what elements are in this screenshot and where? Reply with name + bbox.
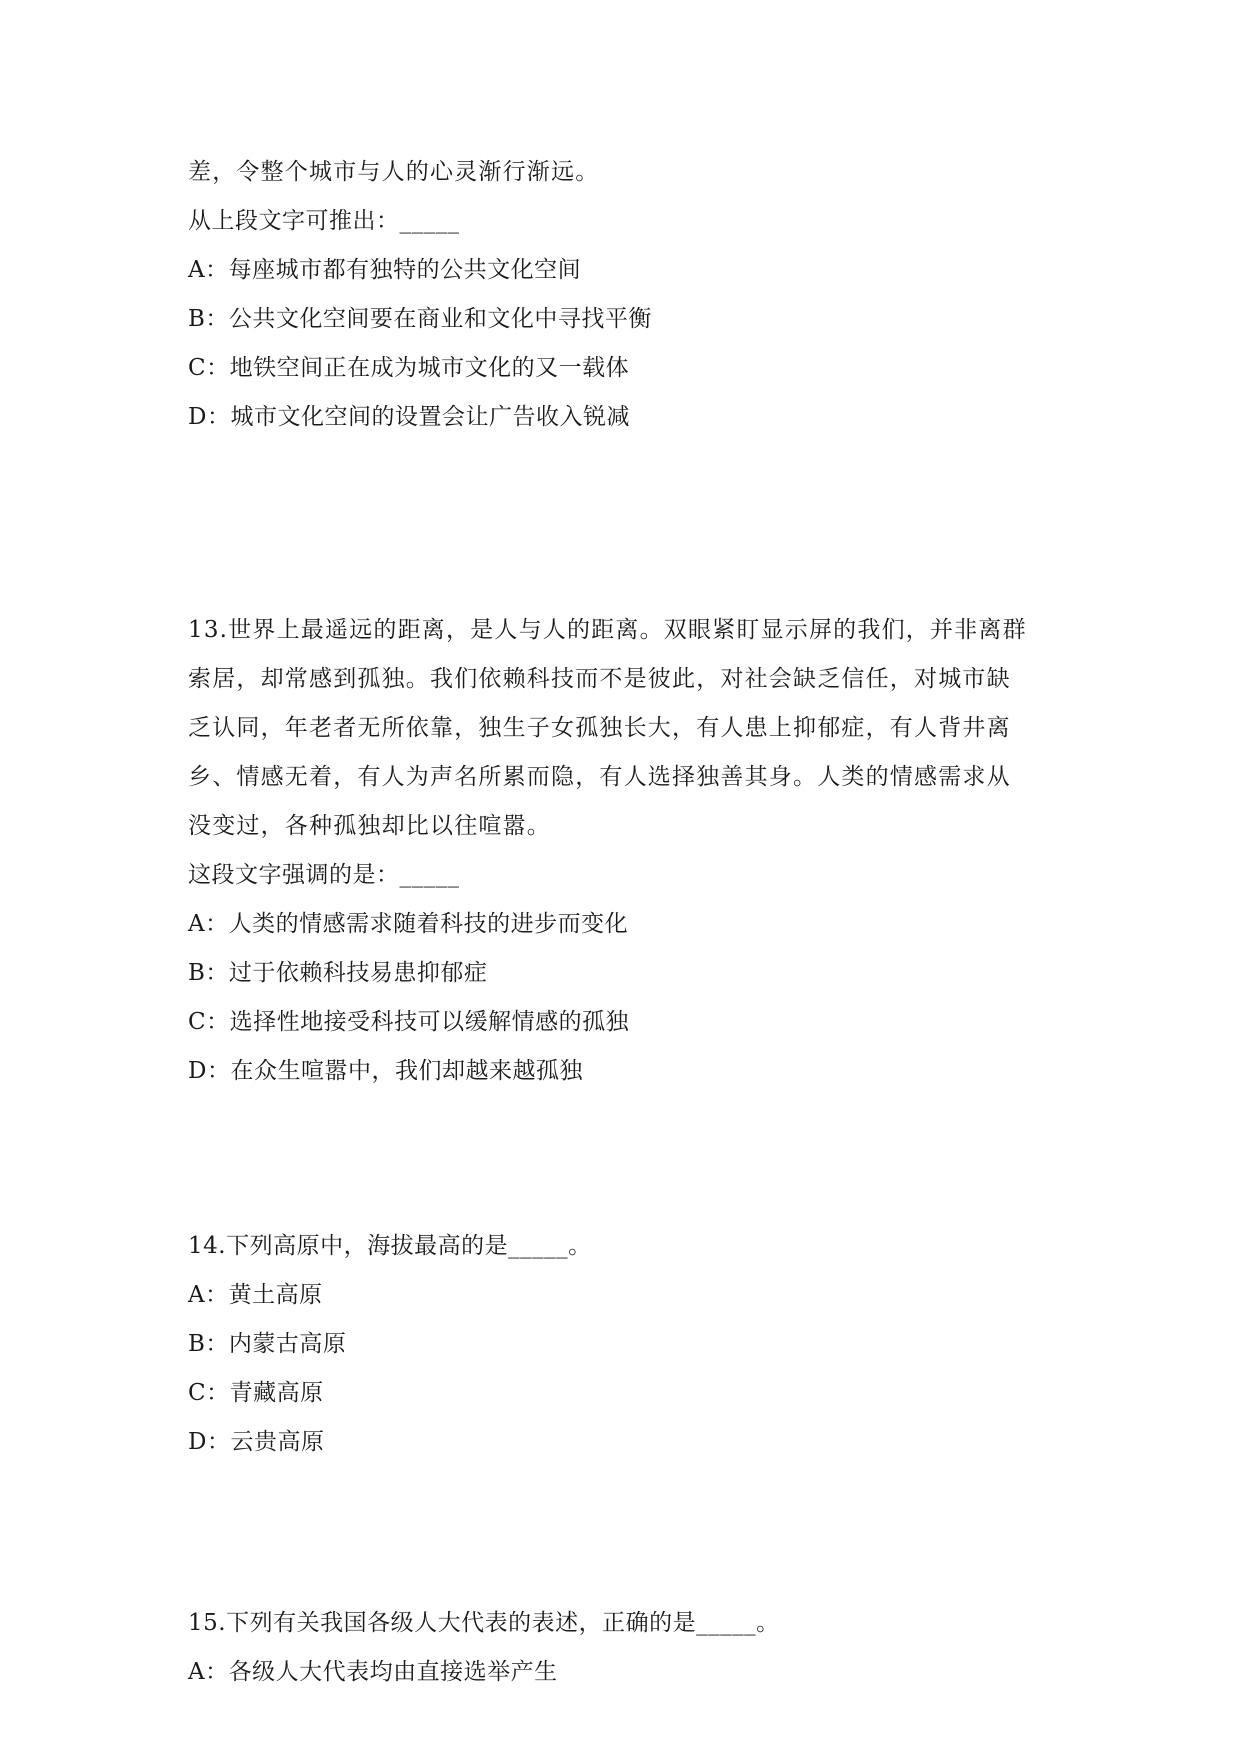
q14-option-a: A：黄土高原: [188, 1282, 323, 1308]
q15-stem-text: 15.下列有关我国各级人大代表的表述，正确的是: [188, 1610, 697, 1636]
q12-option-c: C：地铁空间正在成为城市文化的又一载体: [188, 355, 630, 381]
q13-option-c: C：选择性地接受科技可以缓解情感的孤独: [188, 1009, 630, 1035]
q14-stem-end: 。: [568, 1233, 592, 1259]
q13-option-a: A：人类的情感需求随着科技的进步而变化: [188, 911, 629, 937]
q13-option-d: D：在众生喧嚣中，我们却越来越孤独: [188, 1058, 583, 1084]
spacer: [188, 1467, 1068, 1599]
q13-prompt-text: 这段文字强调的是：: [188, 862, 400, 888]
q13-stem-line: 13.世界上最遥远的距离，是人与人的距离。双眼紧盯显示屏的我们，并非离群: [188, 617, 1027, 643]
q12-blank: _____: [399, 208, 460, 234]
q14-option-d: D：云贵高原: [188, 1429, 325, 1455]
q12-prompt-text: 从上段文字可推出：: [188, 208, 400, 234]
q13-stem-line: 乡、情感无着，有人为声名所累而隐，有人选择独善其身。人类的情感需求从: [188, 764, 1011, 790]
q14-stem: [188, 1222, 1068, 1271]
question-14: [188, 1222, 1068, 1467]
q12-prompt: [188, 197, 1068, 246]
q14-stem-text: 14.下列高原中，海拔最高的是: [188, 1233, 509, 1259]
q13-blank: _____: [399, 862, 460, 888]
spacer: [188, 1096, 1068, 1222]
question-12: [188, 148, 1068, 442]
q15-option-a: A：各级人大代表均由直接选举产生: [188, 1659, 558, 1685]
q14-blank: _____: [508, 1233, 569, 1259]
q13-prompt: [188, 851, 1068, 900]
q15-stem: [188, 1599, 1068, 1648]
q12-option-b: B：公共文化空间要在商业和文化中寻找平衡: [188, 306, 652, 332]
q13-stem-line: 没变过，各种孤独却比以往喧嚣。: [188, 813, 551, 839]
q13-stem-line: 乏认同，年老者无所依靠，独生子女孤独长大，有人患上抑郁症，有人背井离: [188, 715, 1011, 741]
q15-stem-end: 。: [756, 1610, 780, 1636]
exam-page: [188, 148, 1068, 1697]
q12-option-d: D：城市文化空间的设置会让广告收入锐减: [188, 404, 630, 430]
q12-stem-tail: 差，令整个城市与人的心灵渐行渐远。: [188, 159, 600, 185]
q14-option-c: C：青藏高原: [188, 1380, 324, 1406]
question-13: [188, 606, 1068, 1096]
q14-option-b: B：内蒙古高原: [188, 1331, 347, 1357]
spacer: [188, 442, 1068, 606]
q15-blank: _____: [696, 1610, 757, 1636]
q13-stem-line: 索居，却常感到孤独。我们依赖科技而不是彼此，对社会缺乏信任，对城市缺: [188, 666, 1011, 692]
q12-option-a: A：每座城市都有独特的公共文化空间: [188, 257, 582, 283]
q13-option-b: B：过于依赖科技易患抑郁症: [188, 960, 488, 986]
question-15: [188, 1599, 1068, 1697]
